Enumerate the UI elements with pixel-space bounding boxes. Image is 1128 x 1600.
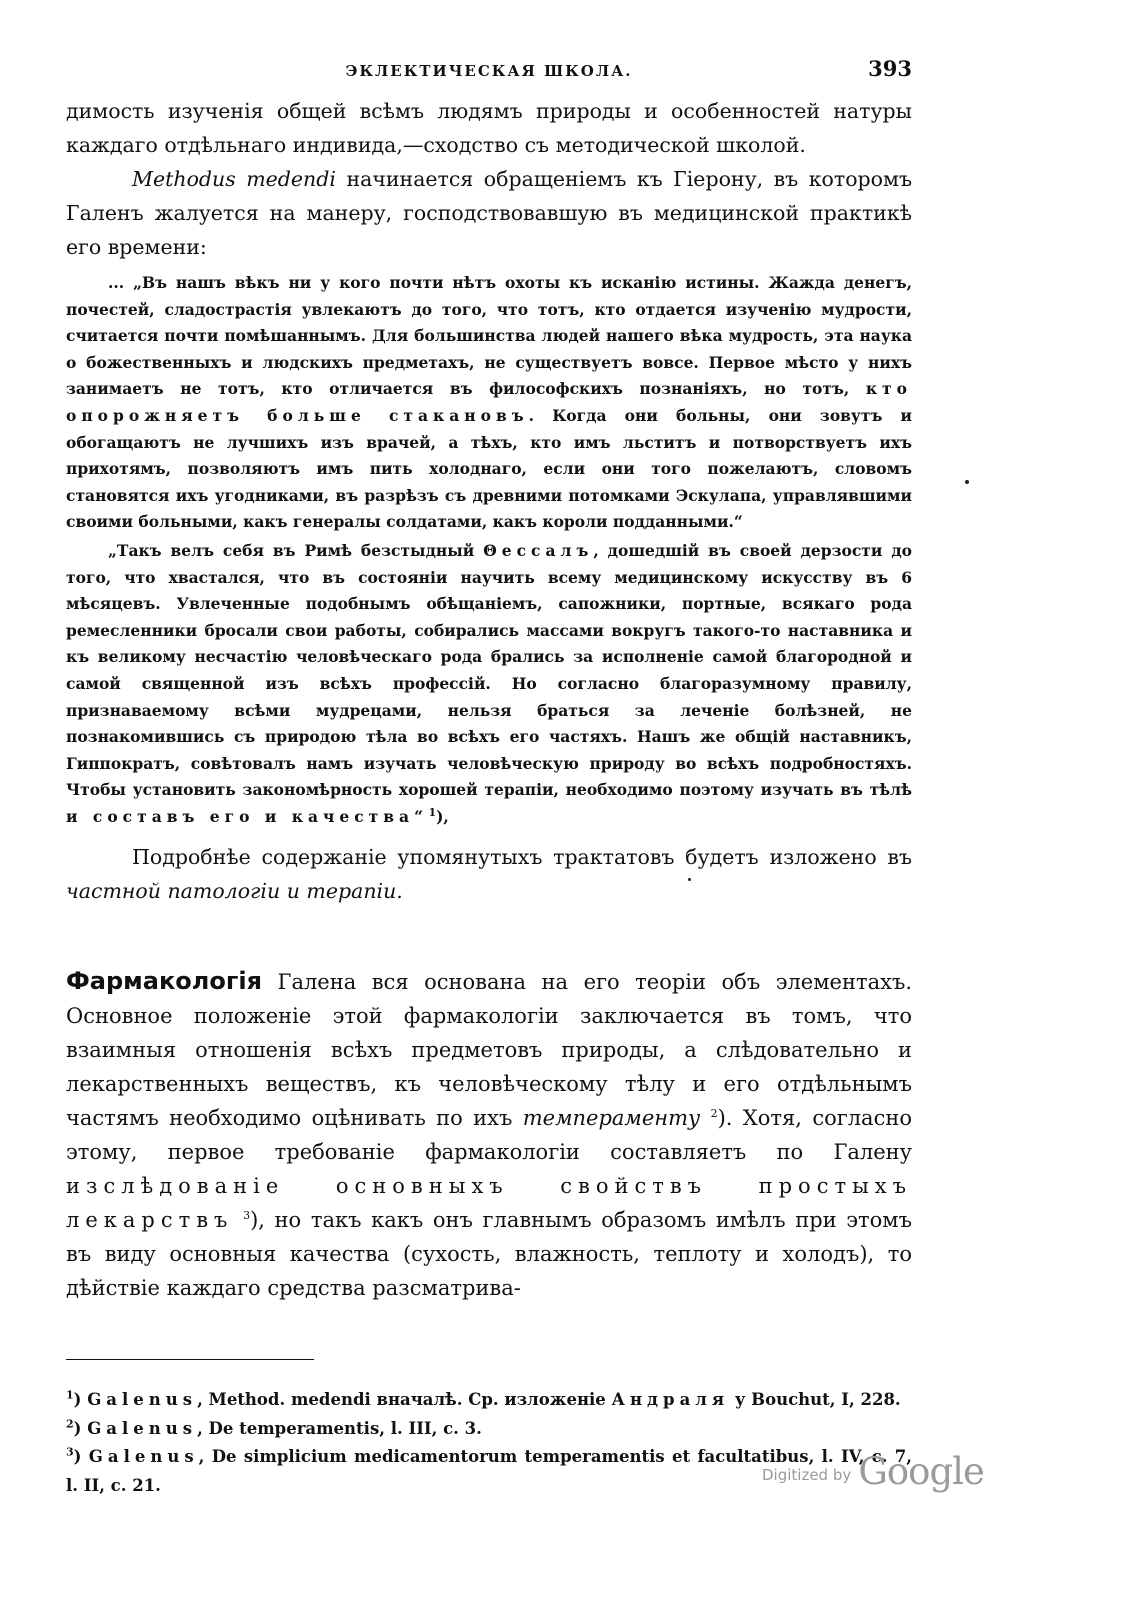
footnote-1-spaced-name: Андраля xyxy=(611,1390,730,1410)
footnote-ref-3: 3 xyxy=(243,1209,251,1223)
pharmacology-text-a: Галена вся основана на его теоріи объ элементахъ. Основное положеніе этой фармакологіи заключается въ томъ, что взаимныя отношенія всѣхъ предметовъ природы, а слѣдовательно и лекарственныхъ веществъ, къ человѣческому тѣлу и его отдѣльнымъ частямъ необходимо оцѣнивать по ихъ xyxy=(66,970,912,1131)
footnote-1-author: Galenus xyxy=(87,1390,198,1410)
footnote-3: $^3$) Galenus, De simplicium medicamentorum temperamentis et facultatibus, l. IV, c. 7, l. II, c. 21. xyxy=(66,1445,913,1495)
quote-tail: ), xyxy=(436,806,449,826)
footnote-2-author: Galenus xyxy=(87,1418,198,1438)
running-head xyxy=(66,54,912,94)
footnote-2: $^2$) Galenus, De temperamentis, l. III, c. 3. xyxy=(66,1417,482,1438)
footnote-1-text-b: у Bouchut, I, 228. xyxy=(729,1390,901,1410)
book-page xyxy=(66,54,912,1500)
footnote-2-mark: 2 xyxy=(66,1417,74,1431)
paragraph-methodus-text: начинается обращеніемъ къ Гіерону, въ которомъ Галенъ жалуется на манеру, господствовавшую въ медицинской практикѣ его времени: xyxy=(66,167,912,259)
google-logo: Google xyxy=(858,1450,984,1493)
footnote-2-text: , De temperamentis, l. III, c. 3. xyxy=(197,1418,482,1438)
paragraph-continuation-text: димость изученія общей всѣмъ людямъ природы и особенностей натуры каждаго отдѣльнаго индивида,—сходство съ методической школой. xyxy=(66,99,912,157)
footnote-divider xyxy=(66,1359,314,1360)
scan-speck xyxy=(688,878,691,881)
footnote-1-mark: 1 xyxy=(66,1388,74,1402)
paragraph-details-text: Подробнѣе содержаніе упомянутыхъ трактатовъ будетъ изложено въ xyxy=(132,845,912,870)
quote-galen-age-text: ... „Въ нашъ вѣкъ ни у кого почти нѣтъ охоты къ исканію истины. Жажда денегъ, почестей, сладострастія увлекаютъ до того, что тотъ, кто отдается изученію мудрости, считается почти помѣшаннымъ. Для большинства людей нашего вѣка мудрость, эта наука о божественныхъ и людскихъ предметахъ, не существуетъ вовсе. Первое мѣсто у нихъ занимаетъ не тотъ, кто отличается въ философскихъ познаніяхъ, но тотъ, xyxy=(66,273,912,399)
paragraph-details-italic: частной патологіи и терапіи. xyxy=(66,879,403,904)
footnote-1-text-a: , Method. medendi вначалѣ. Ср. изложеніе xyxy=(197,1390,612,1410)
quote-galen-age-rest: . Когда они больны, они зовутъ и обогащаютъ не лучшихъ изъ врачей, а тѣхъ, кто имъ льститъ и потворствуетъ ихъ прихотямъ, позволяютъ имъ пить холоднаго, если они того пожелаютъ, словомъ становятся ихъ угодниками, въ разрѣзъ съ древними потомками Эскулапа, управлявшими своими больными, какъ генералы солдатами, какъ короли подданными.“ xyxy=(66,405,912,532)
footnote-1: $^1$) Galenus, Method. medendi вначалѣ. Ср. изложеніе Андраля у Bouchut, I, 228. xyxy=(66,1388,901,1410)
google-watermark xyxy=(762,1450,984,1493)
work-title-methodus: Methodus medendi xyxy=(132,167,336,191)
running-title: ЭКЛЕКТИЧЕСКАЯ ШКОЛА. xyxy=(345,62,633,80)
paragraph-continuation xyxy=(66,94,912,162)
footnote-3-mark: 3 xyxy=(66,1445,74,1459)
pharmacology-text-c: ), но такъ какъ онъ главнымъ образомъ имѣлъ при этомъ въ виду основныя качества (сухость, влажность, теплоту и холодъ), то дѣйствіе каждаго средства разсматрива- xyxy=(66,1208,912,1301)
scan-speck xyxy=(965,480,969,484)
quote-thessalus-spaced: и составъ его и качества xyxy=(66,806,415,826)
digitized-by-label: Digitized by xyxy=(762,1466,852,1484)
section-heading-pharmacology: Фармакологія xyxy=(66,967,263,996)
footnote-ref-1: 1 xyxy=(428,805,437,819)
quote-thessalus-body: , дошедшій въ своей дерзости до того, что хвастался, что въ состояніи научить всему медицинскому искусству въ 6 мѣсяцевъ. Увлеченные подобнымъ обѣщаніемъ, сапожники, портные, всякаго рода ремесленники бросали свои работы, собирались массами вокругъ такого-то наставника и къ великому несчастію человѣческаго рода брались за исполненіе самой благородной и самой священной изъ всѣхъ профессій. Но согласно благоразумному правилу, признаваемому всѣми мудрецами, нельзя браться за леченіе болѣзней, не познакомившись съ природою тѣла во всѣхъ его частяхъ. Нашъ же общій наставникъ, Гиппократъ, совѣтовалъ намъ изучать человѣческую природу во всѣхъ подробностяхъ. Чтобы установить закономѣрность хорошей терапіи, необходимо поэтому изучать въ тѣлѣ xyxy=(66,540,912,800)
paragraph-details xyxy=(66,840,912,908)
pharmacology-text-b: ). Хотя, согласно этому, первое требованіе фармакологіи составляетъ по Галену xyxy=(66,1106,912,1165)
page-number: 393 xyxy=(868,56,912,81)
paragraph-methodus xyxy=(66,162,912,264)
footnote-ref-2: 2 xyxy=(710,1107,718,1121)
name-thessalus: Θессалъ xyxy=(483,540,594,560)
footnote-3-text: , De simplicium medicamentorum temperamentis et facultatibus, l. IV, c. 7, l. II, c. 21. xyxy=(66,1447,913,1495)
quote-close-mark: “ xyxy=(414,806,424,826)
paragraph-pharmacology xyxy=(66,964,912,1305)
quote-thessalus xyxy=(66,538,912,831)
quote-galen-age-spaced: кто опорожняетъ больше стакановъ xyxy=(66,379,912,425)
pharmacology-italic-word: темпераменту xyxy=(522,1106,701,1131)
footnote-3-author: Galenus xyxy=(88,1447,199,1467)
quote-thessalus-text: „Такъ велъ себя въ Римѣ безстыдный xyxy=(108,540,484,560)
quote-galen-age xyxy=(66,270,912,536)
pharmacology-spaced-phrase: изслѣдованіе основныхъ свойствъ простыхъ лекарствъ xyxy=(66,1174,912,1233)
